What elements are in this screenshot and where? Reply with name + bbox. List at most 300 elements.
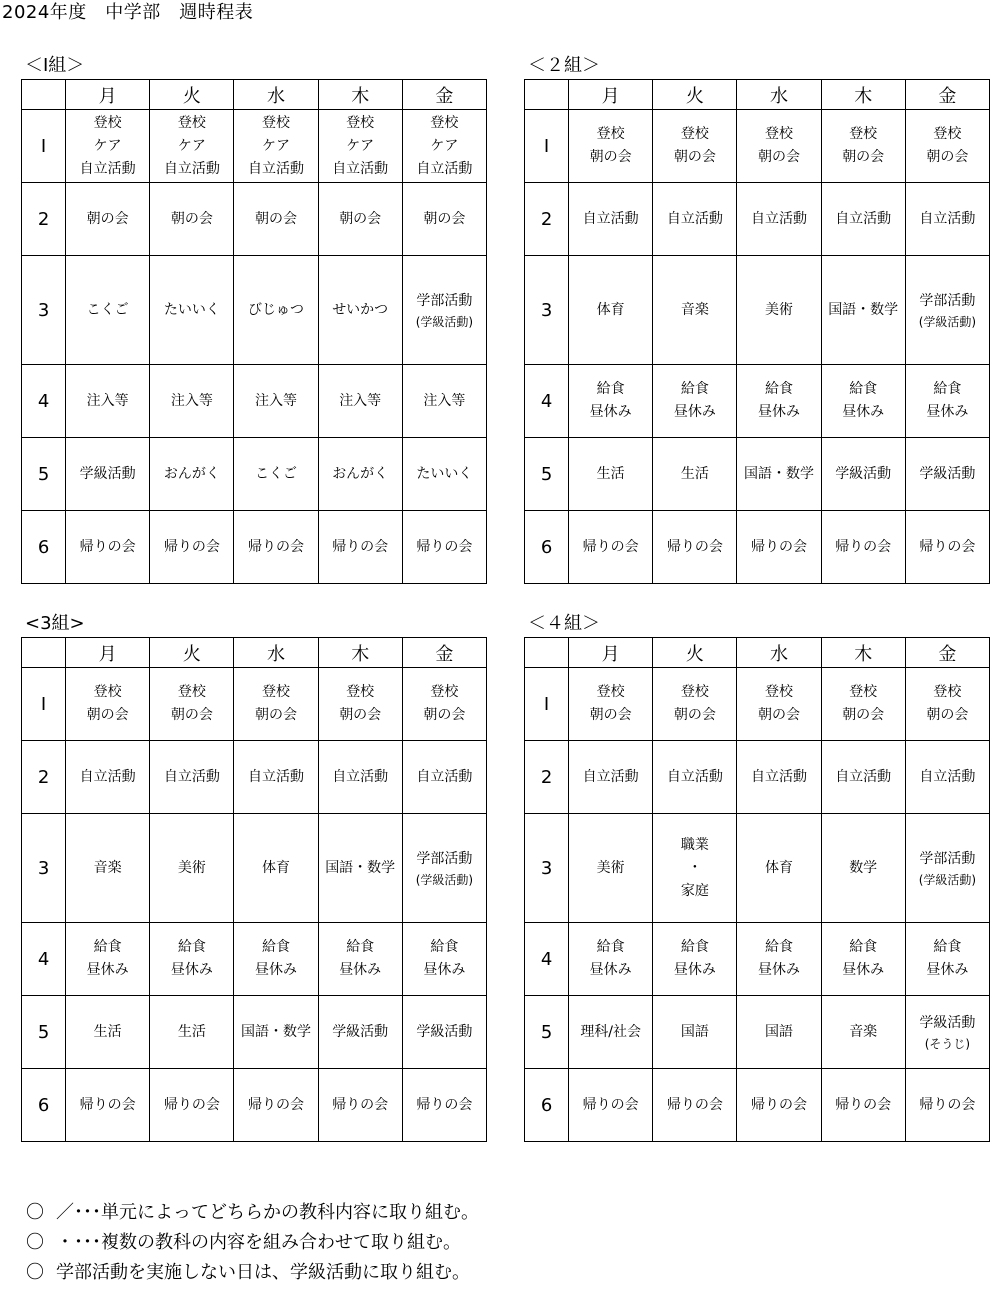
group-label: <3組> <box>25 613 85 634</box>
cell-line: 自立活動 <box>919 210 976 227</box>
cell-line: 登校 <box>680 684 709 700</box>
period-row <box>525 256 990 365</box>
cell-line: 給食 <box>596 939 625 955</box>
day-header: 木 <box>318 80 402 110</box>
period-row <box>22 511 487 584</box>
schedule-cell <box>569 1069 653 1142</box>
cell-line: 帰りの会 <box>919 1096 976 1113</box>
schedule-cell <box>402 256 486 365</box>
cell-line: 朝の会 <box>842 707 885 723</box>
schedule-cell <box>318 668 402 741</box>
schedule-cell <box>569 438 653 511</box>
day-header: 月 <box>66 638 150 668</box>
cell-line: 自立活動 <box>332 768 389 785</box>
cell-line: 登校 <box>849 126 878 142</box>
schedule-cell <box>234 511 318 584</box>
cell-line: 自立活動 <box>666 210 723 227</box>
cell-line: 登校 <box>93 114 122 131</box>
schedule-cell <box>150 438 234 511</box>
schedule-cell <box>318 438 402 511</box>
schedule-cell <box>66 365 150 438</box>
period-row <box>525 923 990 996</box>
cell-line: 帰りの会 <box>751 538 808 555</box>
cell-line: 登校 <box>933 684 962 700</box>
cell-line: 給食 <box>262 939 291 955</box>
schedule-cell <box>150 256 234 365</box>
circle-bullet-icon: 〇 <box>26 1202 44 1223</box>
cell-line: 昼休み <box>255 962 298 978</box>
period-row <box>22 923 487 996</box>
schedule-cell <box>653 923 737 996</box>
cell-line: 自立活動 <box>248 768 305 785</box>
day-header: 水 <box>737 80 821 110</box>
day-header: 金 <box>905 638 989 668</box>
schedule-cell <box>737 183 821 256</box>
period-number: 2 <box>525 741 569 814</box>
cell-line: 国語・数学 <box>241 1023 312 1040</box>
day-header: 月 <box>569 638 653 668</box>
period-number: Ⅰ <box>22 110 66 183</box>
cell-line: 昼休み <box>423 962 466 978</box>
cell-line: 帰りの会 <box>332 1096 389 1113</box>
schedule-cell <box>569 365 653 438</box>
schedule-cell <box>737 256 821 365</box>
cell-line: 帰りの会 <box>919 538 976 555</box>
period-row <box>22 438 487 511</box>
schedule-cell <box>402 923 486 996</box>
cell-line: 登校 <box>680 126 709 142</box>
cell-line: おんがく <box>163 465 220 482</box>
note-text: 学部活動を実施しない日は、学級活動に取り組む。 <box>56 1262 470 1283</box>
cell-line: 給食 <box>430 939 459 955</box>
cell-line: 給食 <box>596 381 625 397</box>
period-row <box>22 183 487 256</box>
cell-line: 学級活動 <box>919 1014 976 1031</box>
schedule-cell <box>150 741 234 814</box>
schedule-cell <box>402 996 486 1069</box>
schedule-cell <box>66 256 150 365</box>
schedule-cell <box>318 996 402 1069</box>
schedule-cell <box>821 438 905 511</box>
cell-line: 朝の会 <box>758 149 801 165</box>
schedule-cell <box>737 365 821 438</box>
schedule-cell <box>402 668 486 741</box>
cell-line: 体育 <box>765 859 794 876</box>
cell-line: 自立活動 <box>332 160 389 177</box>
cell-line: 登校 <box>262 114 291 131</box>
period-row <box>22 814 487 923</box>
cell-line: 生活 <box>596 465 625 482</box>
schedule-cell <box>66 1069 150 1142</box>
period-row <box>22 996 487 1069</box>
cell-line: 自立活動 <box>248 160 305 177</box>
period-number: 3 <box>525 814 569 923</box>
page-title: 2024年度 中学部 週時程表 <box>2 2 254 23</box>
schedule-cell <box>66 110 150 183</box>
cell-line: 音楽 <box>849 1023 878 1040</box>
schedule-cell <box>737 110 821 183</box>
day-header: 金 <box>905 80 989 110</box>
schedule-cell <box>402 511 486 584</box>
schedule-cell <box>234 814 318 923</box>
cell-line: 昼休み <box>170 962 213 978</box>
schedule-cell <box>821 923 905 996</box>
notes <box>26 1198 479 1288</box>
schedule-cell <box>234 996 318 1069</box>
schedule-cell <box>737 996 821 1069</box>
schedule-cell <box>821 741 905 814</box>
cell-line: 自立活動 <box>751 210 808 227</box>
day-header: 火 <box>653 80 737 110</box>
schedule-cell <box>234 923 318 996</box>
cell-line: 給食 <box>177 939 206 955</box>
cell-line: (学級活動) <box>918 314 977 329</box>
schedule-cell <box>653 110 737 183</box>
period-number: 5 <box>22 996 66 1069</box>
cell-line: 学部活動 <box>919 850 976 867</box>
cell-line: 登校 <box>93 684 122 700</box>
cell-line: 家庭 <box>680 882 709 899</box>
schedule-cell <box>737 923 821 996</box>
day-header: 木 <box>821 80 905 110</box>
cell-line: せいかつ <box>332 301 389 318</box>
cell-line: 帰りの会 <box>163 1096 220 1113</box>
cell-line: 学級活動 <box>332 1023 389 1040</box>
schedule-cell <box>821 1069 905 1142</box>
cell-line: 登校 <box>177 114 206 131</box>
schedule-cell <box>150 923 234 996</box>
cell-line: 生活 <box>177 1023 206 1040</box>
day-header: 木 <box>318 638 402 668</box>
cell-line: こくご <box>255 465 298 482</box>
cell-line: 昼休み <box>758 962 801 978</box>
timetable-group <box>524 611 990 1142</box>
schedule-cell <box>905 256 989 365</box>
cell-line: ケア <box>93 137 122 154</box>
schedule-cell <box>150 511 234 584</box>
note-row <box>26 1258 479 1288</box>
cell-line: ・ <box>687 859 702 876</box>
corner-cell <box>525 638 569 668</box>
schedule-cell <box>737 814 821 923</box>
cell-line: たいいく <box>416 465 473 482</box>
cell-line: 朝の会 <box>255 707 298 723</box>
period-number: Ⅰ <box>525 110 569 183</box>
circle-bullet-icon: 〇 <box>26 1262 44 1283</box>
schedule-cell <box>821 668 905 741</box>
schedule-cell <box>821 365 905 438</box>
schedule-cell <box>905 183 989 256</box>
period-number: 6 <box>525 511 569 584</box>
day-header: 火 <box>150 80 234 110</box>
schedule-cell <box>402 110 486 183</box>
cell-line: 国語・数学 <box>744 465 815 482</box>
cell-line: 昼休み <box>842 404 885 420</box>
schedule-cell <box>66 183 150 256</box>
period-row <box>525 668 990 741</box>
schedule-cell <box>737 668 821 741</box>
cell-line: 国語 <box>680 1023 709 1040</box>
schedule-cell <box>905 741 989 814</box>
period-number: 4 <box>525 365 569 438</box>
cell-line: 昼休み <box>842 962 885 978</box>
cell-line: おんがく <box>332 465 389 482</box>
cell-line: 帰りの会 <box>79 538 136 555</box>
cell-line: びじゅつ <box>248 301 305 318</box>
schedule-cell <box>821 996 905 1069</box>
day-header: 金 <box>402 638 486 668</box>
cell-line: 自立活動 <box>79 160 136 177</box>
header-row <box>525 80 990 110</box>
period-number: 3 <box>525 256 569 365</box>
schedule-cell <box>318 110 402 183</box>
timetable <box>21 637 487 1142</box>
note-row <box>26 1228 479 1258</box>
schedule-cell <box>318 511 402 584</box>
schedule-cell <box>402 1069 486 1142</box>
cell-line: 登校 <box>596 684 625 700</box>
schedule-cell <box>737 438 821 511</box>
cell-line: 帰りの会 <box>751 1096 808 1113</box>
schedule-cell <box>653 814 737 923</box>
cell-line: 国語 <box>765 1023 794 1040</box>
cell-line: 昼休み <box>86 962 129 978</box>
cell-line: 朝の会 <box>339 210 382 227</box>
cell-line: 登校 <box>596 126 625 142</box>
cell-line: 自立活動 <box>416 160 473 177</box>
cell-line: 登校 <box>262 684 291 700</box>
header-row <box>525 638 990 668</box>
cell-line: 国語・数学 <box>325 859 396 876</box>
cell-line: 登校 <box>346 114 375 131</box>
schedule-cell <box>905 438 989 511</box>
cell-line: 職業 <box>680 836 709 853</box>
schedule-cell <box>318 1069 402 1142</box>
cell-line: 自立活動 <box>919 768 976 785</box>
cell-line: 朝の会 <box>758 707 801 723</box>
schedule-cell <box>402 365 486 438</box>
cell-line: 帰りの会 <box>666 538 723 555</box>
group-label: ＜２組＞ <box>528 55 600 76</box>
cell-line: 美術 <box>765 301 794 318</box>
timetable-group <box>21 53 487 584</box>
cell-line: 昼休み <box>758 404 801 420</box>
schedule-cell <box>66 438 150 511</box>
cell-line: 登校 <box>933 126 962 142</box>
cell-line: 自立活動 <box>416 768 473 785</box>
circle-bullet-icon: 〇 <box>26 1232 44 1253</box>
cell-line: 給食 <box>346 939 375 955</box>
period-number: 4 <box>22 923 66 996</box>
note-text: ・･･･複数の教科の内容を組み合わせて取り組む。 <box>56 1232 461 1253</box>
cell-line: 国語・数学 <box>828 301 899 318</box>
cell-line: ケア <box>430 137 459 154</box>
cell-line: 自立活動 <box>835 768 892 785</box>
schedule-cell <box>569 256 653 365</box>
cell-line: 注入等 <box>255 392 298 409</box>
period-row <box>525 814 990 923</box>
note-row <box>26 1198 479 1228</box>
schedule-cell <box>737 511 821 584</box>
schedule-cell <box>569 923 653 996</box>
schedule-cell <box>402 814 486 923</box>
cell-line: 朝の会 <box>926 149 969 165</box>
period-number: 5 <box>525 438 569 511</box>
cell-line: 音楽 <box>93 859 122 876</box>
schedule-cell <box>569 996 653 1069</box>
period-row <box>22 741 487 814</box>
note-text: ／･･･単元によってどちらかの教科内容に取り組む。 <box>56 1202 479 1223</box>
schedule-cell <box>653 1069 737 1142</box>
schedule-cell <box>821 511 905 584</box>
period-row <box>525 1069 990 1142</box>
period-row <box>22 110 487 183</box>
schedule-cell <box>653 511 737 584</box>
period-number: 6 <box>22 511 66 584</box>
schedule-cell <box>318 741 402 814</box>
cell-line: 登校 <box>765 126 794 142</box>
cell-line: 朝の会 <box>170 707 213 723</box>
period-number: 4 <box>525 923 569 996</box>
cell-line: ケア <box>177 137 206 154</box>
schedule-cell <box>150 996 234 1069</box>
cell-line: 体育 <box>262 859 291 876</box>
cell-line: (そうじ) <box>924 1036 971 1051</box>
cell-line: 昼休み <box>673 404 716 420</box>
cell-line: 昼休み <box>673 962 716 978</box>
schedule-cell <box>905 814 989 923</box>
cell-line: 朝の会 <box>589 707 632 723</box>
period-row <box>525 438 990 511</box>
schedule-cell <box>150 110 234 183</box>
cell-line: 自立活動 <box>835 210 892 227</box>
period-row <box>525 110 990 183</box>
cell-line: 音楽 <box>680 301 709 318</box>
schedule-cell <box>234 110 318 183</box>
cell-line: 昼休み <box>926 962 969 978</box>
day-header: 火 <box>150 638 234 668</box>
schedule-cell <box>66 668 150 741</box>
cell-line: 理科/社会 <box>580 1023 642 1040</box>
header-row <box>22 638 487 668</box>
corner-cell <box>525 80 569 110</box>
cell-line: 昼休み <box>339 962 382 978</box>
cell-line: 注入等 <box>423 392 466 409</box>
cell-line: 注入等 <box>339 392 382 409</box>
schedule-cell <box>569 668 653 741</box>
schedule-cell <box>737 1069 821 1142</box>
cell-line: 帰りの会 <box>248 1096 305 1113</box>
period-number: 4 <box>22 365 66 438</box>
schedule-cell <box>150 365 234 438</box>
schedule-cell <box>234 365 318 438</box>
period-number: 2 <box>22 741 66 814</box>
cell-line: 数学 <box>849 859 878 876</box>
cell-line: 注入等 <box>86 392 129 409</box>
cell-line: 学部活動 <box>416 292 473 309</box>
schedule-cell <box>318 814 402 923</box>
cell-line: 登校 <box>177 684 206 700</box>
cell-line: 朝の会 <box>86 707 129 723</box>
timetable <box>524 79 990 584</box>
schedule-cell <box>318 183 402 256</box>
cell-line: 給食 <box>849 381 878 397</box>
cell-line: 帰りの会 <box>332 538 389 555</box>
period-number: 3 <box>22 256 66 365</box>
day-header: 水 <box>737 638 821 668</box>
schedule-cell <box>905 668 989 741</box>
schedule-cell <box>150 1069 234 1142</box>
timetable-group <box>21 611 487 1142</box>
period-number: 2 <box>22 183 66 256</box>
schedule-cell <box>402 183 486 256</box>
cell-line: (学級活動) <box>918 872 977 887</box>
cell-line: 帰りの会 <box>835 1096 892 1113</box>
timetable-group <box>524 53 990 584</box>
cell-line: 学級活動 <box>919 465 976 482</box>
cell-line: 給食 <box>93 939 122 955</box>
cell-line: 学級活動 <box>416 1023 473 1040</box>
cell-line: 学部活動 <box>919 292 976 309</box>
period-number: 3 <box>22 814 66 923</box>
cell-line: 美術 <box>177 859 206 876</box>
schedule-cell <box>653 668 737 741</box>
cell-line: 給食 <box>933 381 962 397</box>
period-row <box>22 1069 487 1142</box>
cell-line: 朝の会 <box>170 210 213 227</box>
cell-line: 朝の会 <box>673 149 716 165</box>
cell-line: 登校 <box>430 114 459 131</box>
cell-line: 朝の会 <box>842 149 885 165</box>
cell-line: 帰りの会 <box>666 1096 723 1113</box>
period-row <box>525 511 990 584</box>
schedule-cell <box>905 1069 989 1142</box>
schedule-cell <box>66 741 150 814</box>
cell-line: (学級活動) <box>415 314 474 329</box>
timetable <box>21 79 487 584</box>
cell-line: 帰りの会 <box>835 538 892 555</box>
schedule-cell <box>905 923 989 996</box>
cell-line: 帰りの会 <box>416 538 473 555</box>
schedule-cell <box>234 741 318 814</box>
cell-line: 学部活動 <box>416 850 473 867</box>
schedule-cell <box>234 183 318 256</box>
group-label: ＜４組＞ <box>528 613 600 634</box>
period-row <box>525 996 990 1069</box>
schedule-cell <box>569 183 653 256</box>
period-number: Ⅰ <box>525 668 569 741</box>
cell-line: 自立活動 <box>163 768 220 785</box>
day-header: 金 <box>402 80 486 110</box>
cell-line: 昼休み <box>589 404 632 420</box>
schedule-cell <box>905 511 989 584</box>
cell-line: 給食 <box>765 939 794 955</box>
schedule-cell <box>150 814 234 923</box>
schedule-cell <box>905 110 989 183</box>
schedule-cell <box>653 256 737 365</box>
schedule-cell <box>318 923 402 996</box>
cell-line: 昼休み <box>589 962 632 978</box>
schedule-cell <box>150 668 234 741</box>
cell-line: 登校 <box>346 684 375 700</box>
period-number: 6 <box>22 1069 66 1142</box>
schedule-cell <box>234 668 318 741</box>
cell-line: 帰りの会 <box>582 538 639 555</box>
schedule-cell <box>66 923 150 996</box>
schedule-cell <box>821 183 905 256</box>
schedule-cell <box>318 256 402 365</box>
cell-line: 朝の会 <box>423 210 466 227</box>
